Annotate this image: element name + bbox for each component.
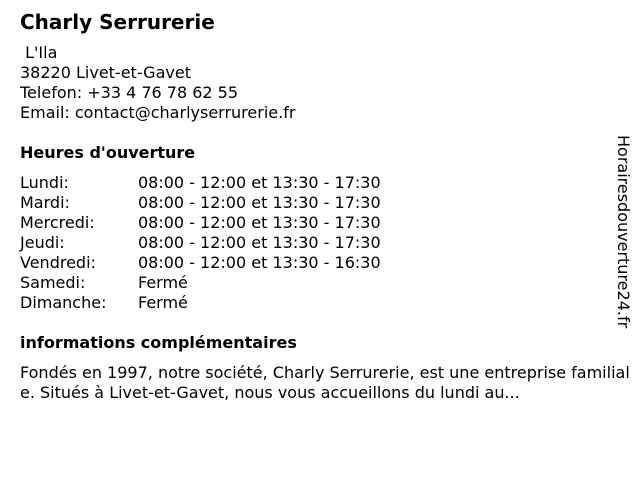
email-line[interactable]: Email: contact@charlyserrurerie.fr: [20, 103, 296, 122]
hours-row-thursday: [20, 233, 632, 253]
business-name: Charly Serrurerie: [20, 10, 215, 34]
hours-row-tuesday: [20, 193, 632, 213]
hours-row-monday: [20, 173, 632, 193]
day-label: Lundi:: [20, 173, 69, 192]
phone-line[interactable]: Telefon: +33 4 76 78 62 55: [20, 83, 239, 102]
hours-row-friday: [20, 253, 632, 273]
hours-row-saturday: [20, 273, 632, 293]
day-label: Mardi:: [20, 193, 70, 212]
hours-row-wednesday: [20, 213, 632, 233]
hours-heading: Heures d'ouverture: [20, 143, 196, 162]
contact-block: [20, 43, 632, 123]
business-card: [20, 9, 632, 403]
info-heading: informations complémentaires: [20, 333, 297, 352]
day-label: Jeudi:: [20, 233, 65, 252]
day-hours: Fermé: [138, 273, 188, 292]
day-hours: Fermé: [138, 293, 188, 312]
hours-row-sunday: [20, 293, 632, 313]
address-line-2: 38220 Livet-et-Gavet: [20, 63, 191, 82]
address-line-1: L'Ila: [20, 43, 58, 62]
day-label: Dimanche:: [20, 293, 107, 312]
day-hours: 08:00 - 12:00 et 13:30 - 17:30: [138, 213, 381, 232]
day-hours: 08:00 - 12:00 et 13:30 - 17:30: [138, 173, 381, 192]
day-label: Vendredi:: [20, 253, 96, 272]
day-label: Mercredi:: [20, 213, 95, 232]
site-watermark: Horairesdouverture24.fr: [614, 135, 633, 329]
info-description: Fondés en 1997, notre société, Charly Serrurerie, est une entreprise familiale. Situés à Livet-et-Gavet, nous vous accueillons du lundi au...: [20, 363, 630, 402]
day-hours: 08:00 - 12:00 et 13:30 - 17:30: [138, 233, 381, 252]
day-hours: 08:00 - 12:00 et 13:30 - 17:30: [138, 193, 381, 212]
day-label: Samedi:: [20, 273, 86, 292]
hours-table: [20, 173, 632, 313]
day-hours: 08:00 - 12:00 et 13:30 - 16:30: [138, 253, 381, 272]
